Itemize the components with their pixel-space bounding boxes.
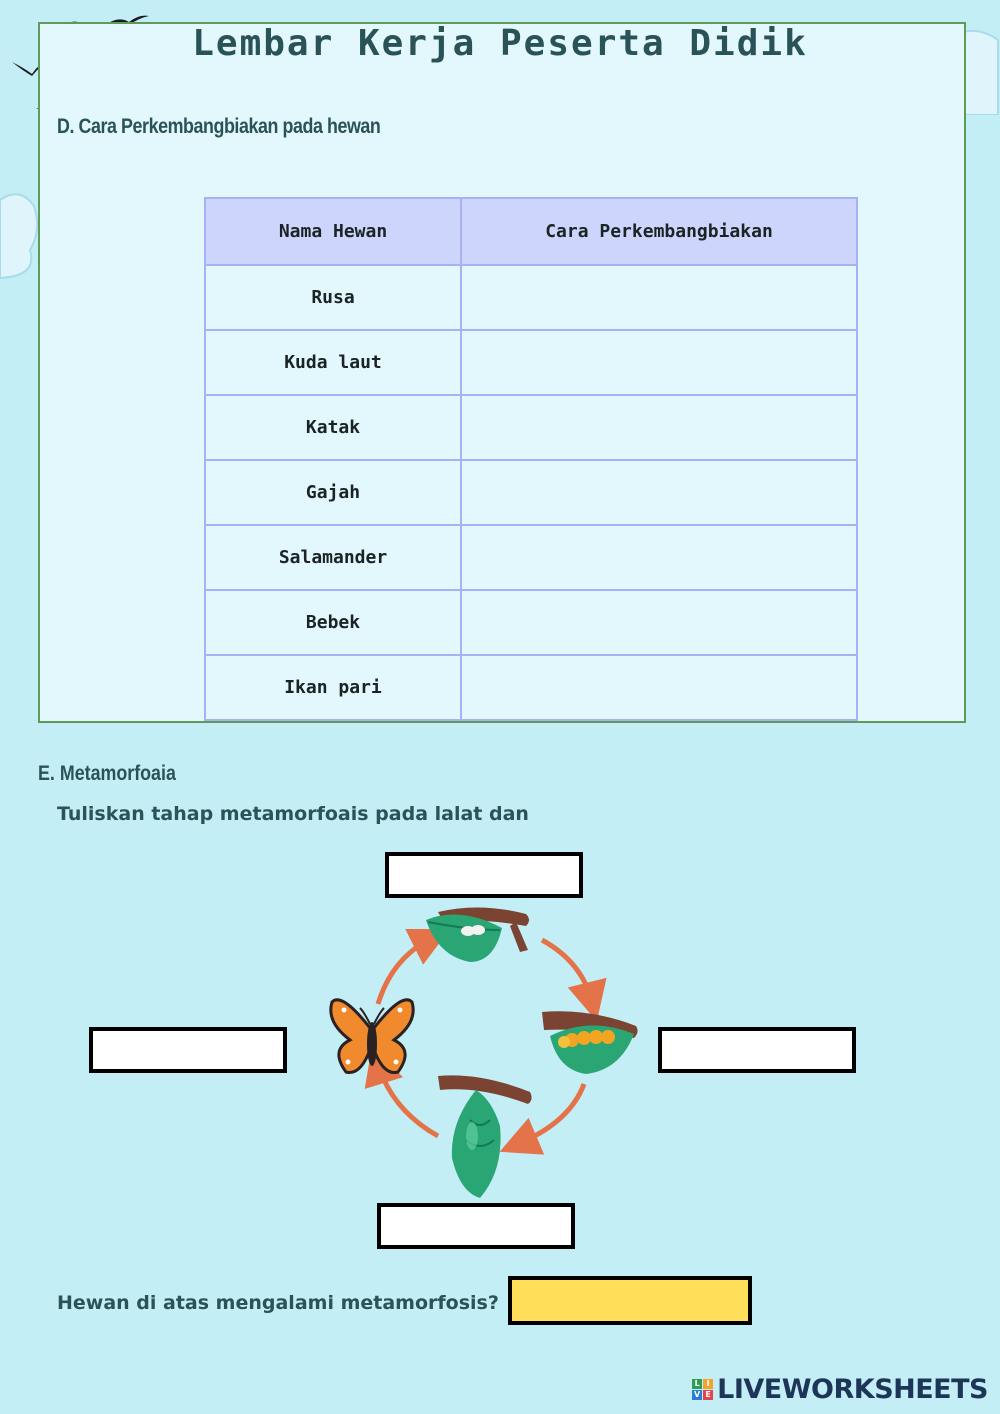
table-row [205, 590, 857, 655]
animal-name-cell: Salamander [205, 525, 461, 590]
reproduction-answer-cell[interactable] [461, 460, 857, 525]
logo-text: LIVEWORKSHEETS [717, 1373, 988, 1405]
animal-name-cell: Katak [205, 395, 461, 460]
table-row [205, 330, 857, 395]
table-row [205, 460, 857, 525]
metamorphosis-instruction: Tuliskan tahap metamorfoais pada lalat dan [57, 803, 529, 825]
table-row [205, 525, 857, 590]
stage-answer-bottom[interactable] [377, 1203, 575, 1249]
reproduction-table [204, 197, 858, 721]
column-header-reproduction-method: Cara Perkembangbiakan [461, 198, 857, 265]
reproduction-answer-cell[interactable] [461, 655, 857, 720]
animal-name-cell: Rusa [205, 265, 461, 330]
reproduction-answer-cell[interactable] [461, 265, 857, 330]
metamorphosis-answer-dropdown[interactable] [508, 1276, 752, 1325]
column-header-animal-name: Nama Hewan [205, 198, 461, 265]
butterfly-icon [331, 1000, 413, 1073]
metamorphosis-question: Hewan di atas mengalami metamorfosis? [57, 1292, 499, 1314]
cloud-icon [0, 180, 40, 290]
section-d-heading: D. Cara Perkembangbiakan pada hewan [57, 115, 381, 138]
animal-name-cell: Kuda laut [205, 330, 461, 395]
animal-name-cell: Bebek [205, 590, 461, 655]
section-e-heading: E. Metamorfoaia [38, 762, 176, 785]
animal-name-cell: Gajah [205, 460, 461, 525]
reproduction-answer-cell[interactable] [461, 395, 857, 460]
liveworksheets-logo-icon: L I V E [692, 1379, 713, 1400]
reproduction-answer-cell[interactable] [461, 525, 857, 590]
stage-answer-top[interactable] [385, 852, 583, 898]
animal-name-cell: Ikan pari [205, 655, 461, 720]
reproduction-answer-cell[interactable] [461, 330, 857, 395]
table-row [205, 395, 857, 460]
cycle-arrow [378, 938, 432, 1004]
eggs-on-leaf-icon [426, 907, 529, 962]
table-row [205, 655, 857, 720]
page-title: Lembar Kerja Peserta Didik [192, 23, 808, 64]
liveworksheets-logo [692, 1372, 988, 1406]
stage-answer-right[interactable] [658, 1027, 856, 1073]
table-row [205, 265, 857, 330]
chrysalis-icon [438, 1075, 532, 1198]
stage-answer-left[interactable] [89, 1027, 287, 1073]
cycle-arrow [378, 1064, 438, 1136]
table-header-row [205, 198, 857, 265]
reproduction-answer-cell[interactable] [461, 590, 857, 655]
metamorphosis-cycle [320, 900, 650, 1205]
caterpillar-on-leaf-icon [542, 1011, 638, 1074]
cycle-arrow [542, 940, 592, 1002]
